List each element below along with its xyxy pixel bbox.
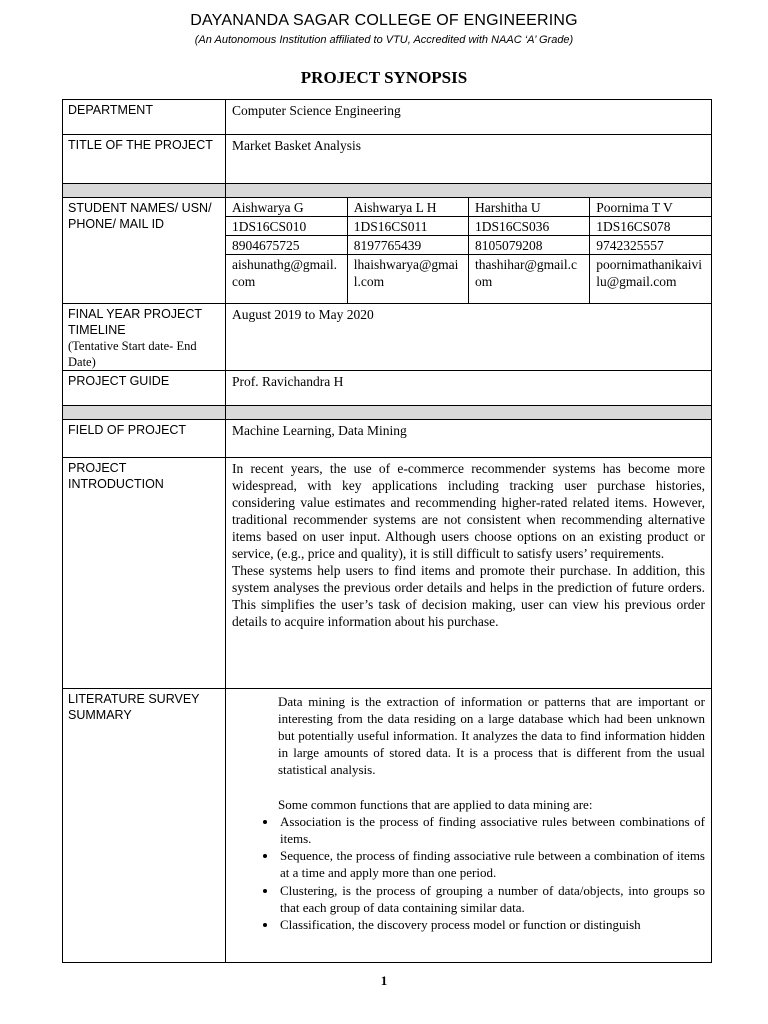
student-phone-row: [226, 236, 711, 255]
student-mail: thashihar@gmail.com: [469, 255, 590, 303]
row-introduction: [63, 457, 712, 688]
student-mail-row: [226, 255, 711, 303]
list-item: • Clustering, is the process of grouping a number of data/objects, into groups so that each group of data containing similar data.: [278, 882, 705, 916]
student-mail: aishunathg@gmail.com: [226, 255, 347, 303]
literature-paragraph: Data mining is the extraction of information or patterns that are important or interesting from the data residing on a large database which had been unknown but potentially useful information. It analyzes the data to find information hidden in large amounts of stored data. It is a process that is different from the usual statistical analysis.: [278, 693, 705, 778]
students-label: STUDENT NAMES/ USN/ PHONE/ MAIL ID: [63, 198, 226, 304]
student-usn: 1DS16CS036: [469, 217, 590, 236]
row-literature: [63, 688, 712, 962]
timeline-value: August 2019 to May 2020: [226, 303, 712, 370]
field-value: Machine Learning, Data Mining: [226, 419, 712, 457]
student-name: Aishwarya L H: [347, 198, 468, 217]
list-item: • Association is the process of finding associative rules between combinations of items.: [278, 813, 705, 847]
student-usn-row: [226, 217, 711, 236]
introduction-label: PROJECT INTRODUCTION: [63, 457, 226, 688]
student-name: Aishwarya G: [226, 198, 347, 217]
row-students: [63, 198, 712, 304]
student-phone: 8904675725: [226, 236, 347, 255]
row-timeline: [63, 303, 712, 370]
field-label: FIELD OF PROJECT: [63, 419, 226, 457]
timeline-note: (Tentative Start date- End Date): [68, 338, 197, 369]
gray-separator: [63, 184, 712, 198]
project-title-label: TITLE OF THE PROJECT: [63, 135, 226, 184]
row-guide: [63, 370, 712, 405]
literature-paragraph: Some common functions that are applied to data mining are:: [278, 796, 593, 812]
students-table: [226, 198, 711, 303]
college-name: DAYANANDA SAGAR COLLEGE OF ENGINEERING: [190, 12, 578, 29]
student-name: Harshitha U: [469, 198, 590, 217]
list-item: • Classification, the discovery process model or function or distinguish: [278, 916, 705, 933]
student-phone: 8105079208: [469, 236, 590, 255]
college-subtitle: (An Autonomous Institution affiliated to VTU, Accredited with NAAC ‘A’ Grade): [194, 34, 574, 46]
functions-list: [232, 813, 705, 933]
page-number: 1: [380, 973, 388, 988]
introduction-paragraph: These systems help users to find items and promote their purchase. In addition, this system analyses the previous order details and helps in the prediction of future orders. This simplifies the user’s task of decision making, user can view his previous order details to acquire information about his purchase.: [232, 562, 705, 629]
row-project-title: [63, 135, 712, 184]
guide-value: Prof. Ravichandra H: [226, 370, 712, 405]
literature-label: LITERATURE SURVEY SUMMARY: [63, 688, 226, 962]
student-phone: 9742325557: [590, 236, 711, 255]
student-name: Poornima T V: [590, 198, 711, 217]
timeline-label: [63, 303, 226, 370]
student-names-row: [226, 198, 711, 217]
student-usn: 1DS16CS011: [347, 217, 468, 236]
gray-separator: [63, 405, 712, 419]
students-cell: [226, 198, 712, 304]
student-phone: 8197765439: [347, 236, 468, 255]
student-mail: lhaishwarya@gmail.com: [347, 255, 468, 303]
row-department: [63, 100, 712, 135]
department-value: Computer Science Engineering: [226, 100, 712, 135]
list-item: • Sequence, the process of finding associative rule between a combination of items at a time and apply more than one period.: [278, 847, 705, 881]
document-title: PROJECT SYNOPSIS: [300, 68, 468, 87]
student-usn: 1DS16CS010: [226, 217, 347, 236]
guide-label: PROJECT GUIDE: [63, 370, 226, 405]
project-title-value: Market Basket Analysis: [226, 135, 712, 184]
row-field: [63, 419, 712, 457]
literature-text: [226, 688, 712, 962]
synopsis-table: [62, 99, 712, 963]
timeline-label-text: FINAL YEAR PROJECT TIMELINE: [68, 306, 202, 337]
introduction-text: [226, 457, 712, 688]
department-label: DEPARTMENT: [63, 100, 226, 135]
student-mail: poornimathanikaivilu@gmail.com: [590, 255, 711, 303]
introduction-paragraph: In recent years, the use of e-commerce recommender systems has become more widespread, with key applications including tracking user purchase histories, considering value estimates and recommending higher-rated related items. However, traditional recommender systems are not consistent when recommending alternative items based on user input. Although users choose options on an existing product or service, (e.g., price and quality), it is still difficult to satisfy users’ requirements.: [232, 460, 705, 561]
student-usn: 1DS16CS078: [590, 217, 711, 236]
